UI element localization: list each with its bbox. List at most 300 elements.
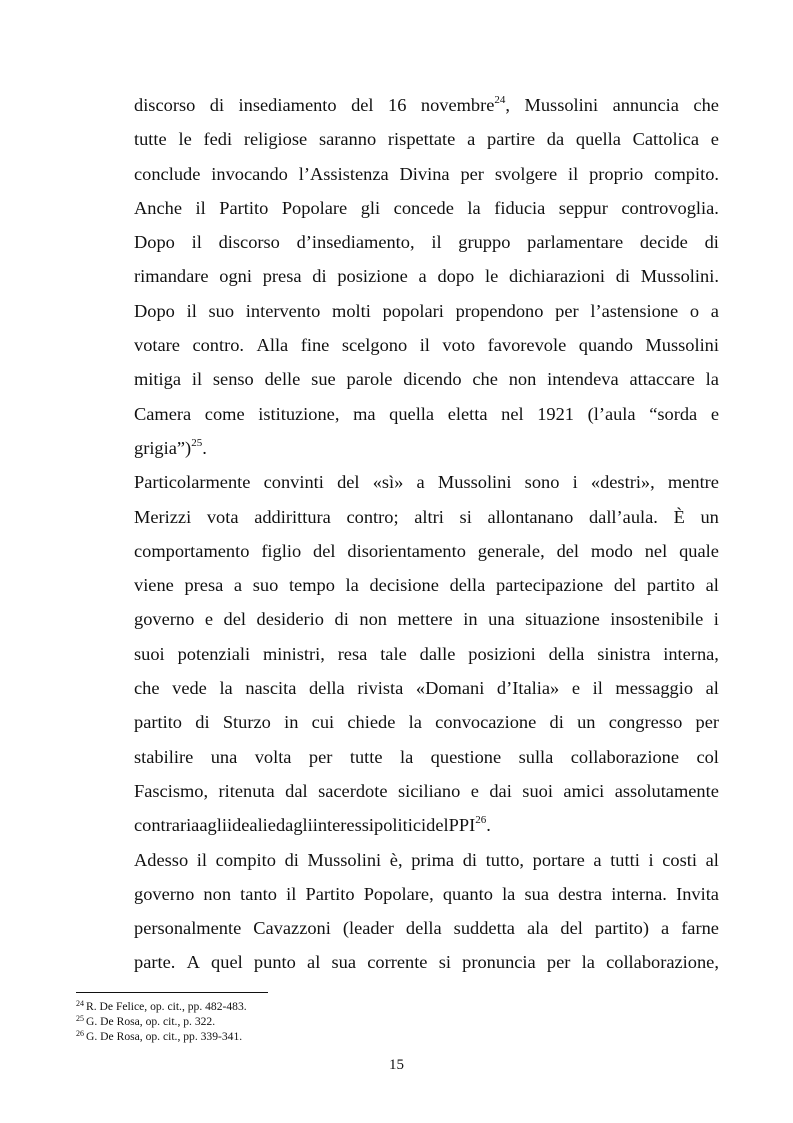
footnote (76, 1000, 476, 1015)
word: disorientamento (347, 540, 466, 561)
text-line (134, 500, 719, 534)
word: desiderio (256, 609, 324, 630)
word: partito (134, 712, 183, 733)
word: del (613, 575, 637, 596)
word: pronuncia (462, 952, 536, 973)
word: da (546, 129, 565, 150)
word: conclude (134, 163, 201, 184)
word: un (700, 506, 719, 527)
word: a (593, 849, 602, 870)
word: non (508, 369, 537, 390)
word: della (449, 575, 486, 596)
word: la (502, 883, 516, 904)
word: scelgono (341, 335, 408, 356)
text-line (134, 534, 719, 568)
text-line (134, 945, 719, 979)
word: Cattolica (632, 129, 700, 150)
word: popolari (382, 300, 444, 321)
word: di (284, 849, 299, 870)
word: quella (389, 403, 435, 424)
word: generale, (477, 540, 545, 561)
word: di (334, 609, 349, 630)
word: per (555, 300, 579, 321)
word: partito (646, 575, 695, 596)
word: gli (360, 197, 381, 218)
word: mettere (397, 609, 453, 630)
word: decisione (369, 575, 439, 596)
word: dal (285, 780, 308, 801)
word: a (710, 300, 719, 321)
word: d’Italia» (496, 678, 560, 699)
word: mitiga (134, 369, 181, 390)
word: rispettate (387, 129, 456, 150)
word: partito) (594, 918, 650, 939)
word: Particolarmente (134, 472, 251, 493)
word: volta (254, 746, 292, 767)
footnote-text: G. De Rosa, op. cit., pp. 339-341. (86, 1030, 243, 1043)
footnote-number: 24 (76, 999, 84, 1008)
word: una (488, 609, 515, 630)
word: le (484, 266, 499, 287)
word: mentre (667, 472, 719, 493)
word: quella (575, 129, 621, 150)
word: interna, (663, 643, 719, 664)
word: modo (590, 540, 633, 561)
word: dichiarazioni (508, 266, 605, 287)
word: l’astensione (590, 300, 679, 321)
word: figlio (261, 540, 302, 561)
word: Popolare, (363, 883, 434, 904)
word: di (312, 266, 327, 287)
word: Invita (676, 883, 719, 904)
word: dai (489, 780, 512, 801)
footnote-text: R. De Felice, op. cit., pp. 482-483. (86, 1000, 247, 1013)
word: nel (644, 540, 668, 561)
word: Anche (134, 197, 182, 218)
word: dalle (419, 643, 456, 664)
word: e (470, 780, 479, 801)
word: corrente (367, 952, 428, 973)
word: tutte (134, 129, 167, 150)
word: presa (262, 266, 302, 287)
word: sulla (518, 746, 554, 767)
word: gruppo (458, 232, 511, 253)
footnote-text: G. De Rosa, op. cit., p. 322. (86, 1015, 216, 1028)
word: il (191, 369, 203, 390)
word: o (689, 300, 700, 321)
word: interessi (312, 815, 375, 836)
word: discorso (134, 95, 196, 115)
word: stabilire (134, 746, 194, 767)
word: la (581, 952, 595, 973)
footnote (76, 1015, 476, 1030)
text-line (134, 637, 719, 671)
word: chiede (347, 712, 396, 733)
word: ala (526, 918, 549, 939)
word: siciliano (397, 780, 461, 801)
word: istituzione, (258, 403, 340, 424)
word: Merizzi (134, 506, 192, 527)
word: si (459, 506, 472, 527)
word: parte. (134, 952, 176, 973)
word: viene (134, 575, 174, 596)
word: le (178, 129, 192, 150)
word: per (695, 712, 719, 733)
word: annuncia (612, 95, 679, 115)
word: compito. (654, 163, 719, 184)
word: agli (285, 815, 313, 836)
word: Mussolini (645, 335, 719, 356)
word: sua (524, 883, 550, 904)
word: collaborazione, (606, 952, 719, 973)
word: altri (414, 506, 444, 527)
text-line (134, 397, 719, 431)
footnote-reference: 25 (191, 436, 203, 449)
word: di (462, 849, 478, 870)
text-line (134, 225, 719, 259)
word: al (705, 849, 719, 870)
word: si (438, 952, 451, 973)
word: insediamento (238, 95, 337, 115)
text-line (134, 911, 719, 945)
word: e (710, 403, 719, 424)
word: la (219, 678, 233, 699)
word: PPI$^{26}$. (448, 814, 491, 836)
word: tale (380, 643, 407, 664)
word: del (560, 918, 583, 939)
word: Alla (256, 335, 289, 356)
word: tutte (349, 746, 383, 767)
word: è, (389, 849, 403, 870)
word: rimandare (134, 266, 209, 287)
word: Partito (305, 883, 355, 904)
word: “sorda (649, 403, 698, 424)
word: invocando (211, 163, 288, 184)
word: posizione (337, 266, 408, 287)
text-line (134, 877, 719, 911)
word: il (431, 232, 442, 253)
text-line (134, 705, 719, 739)
word: a (661, 918, 670, 939)
word: A (186, 952, 200, 973)
word: ma (353, 403, 376, 424)
word: fiducia (494, 197, 546, 218)
word: eletta (447, 403, 488, 424)
word: fedi (203, 129, 233, 150)
word: novembre$^{24}$, (420, 94, 511, 115)
text-line (134, 740, 719, 774)
word: Mussolini (437, 472, 512, 493)
word: Dopo (134, 232, 175, 253)
word: Mussolini (307, 849, 382, 870)
word: sinistra (597, 643, 651, 664)
word: del (313, 540, 336, 561)
word: Camera (134, 403, 192, 424)
word: voto (442, 335, 476, 356)
word: Mussolini (524, 95, 599, 115)
text-line (134, 259, 719, 293)
word: molti (332, 300, 371, 321)
word: Mussolini. (640, 266, 719, 287)
word: farne (681, 918, 719, 939)
word: votare (134, 335, 180, 356)
word: al (705, 575, 719, 596)
word: situazione (525, 609, 600, 630)
word: senso (212, 369, 254, 390)
word: di (704, 232, 719, 253)
word: parole (346, 369, 393, 390)
word: contraria (134, 815, 200, 836)
footnote-number: 26 (76, 1029, 84, 1038)
word: e (204, 609, 213, 630)
word: partire (487, 129, 536, 150)
word: a (233, 575, 243, 596)
word: convinti (263, 472, 324, 493)
word: di (195, 712, 210, 733)
word: la (345, 575, 359, 596)
word: una (210, 746, 238, 767)
word: quel (211, 952, 243, 973)
word: controvoglia. (621, 197, 719, 218)
word: grigia”)$^{25}$. (134, 436, 207, 458)
word: presa (184, 575, 224, 596)
text-line (134, 157, 719, 191)
word: al (705, 678, 719, 699)
word: contro. (192, 335, 245, 356)
word: il (568, 163, 579, 184)
word: quale (679, 540, 719, 561)
word: l’Assistenza (298, 163, 389, 184)
word: prima (411, 849, 455, 870)
word: di (615, 266, 631, 287)
word: al (307, 952, 321, 973)
word: vede (172, 678, 207, 699)
word: il (592, 678, 603, 699)
word: attaccare (629, 369, 695, 390)
word: vota (206, 506, 239, 527)
footnote (76, 1030, 476, 1045)
text-line (134, 808, 719, 842)
word: costi (662, 849, 697, 870)
word: dall’aula. (588, 506, 658, 527)
word: ritenuta (218, 780, 275, 801)
word: a (418, 266, 427, 287)
word: tempo (288, 575, 335, 596)
word: agli (199, 815, 227, 836)
word: ministri, (262, 643, 325, 664)
word: È (673, 506, 685, 527)
word: un (577, 712, 596, 733)
word: d’insediamento, (296, 232, 415, 253)
word: delle (264, 369, 301, 390)
word: sacerdote (318, 780, 388, 801)
word: della (548, 643, 585, 664)
word: parlamentare (527, 232, 624, 253)
word: la (408, 712, 422, 733)
word: i (648, 849, 654, 870)
word: i (572, 472, 578, 493)
word: sono (524, 472, 560, 493)
word: la (467, 197, 481, 218)
word: il (186, 300, 197, 321)
word: addirittura (254, 506, 331, 527)
word: Dopo (134, 300, 175, 321)
word: messaggio (615, 678, 694, 699)
word: del (556, 540, 580, 561)
text-line (134, 774, 719, 808)
word: suddetta (453, 918, 515, 939)
text-line (134, 328, 719, 362)
page-number: 15 (389, 1057, 404, 1073)
word: che (134, 678, 160, 699)
word: seppur (558, 197, 608, 218)
word: assolutamente (614, 780, 719, 801)
word: intervento (245, 300, 321, 321)
word: la (705, 369, 719, 390)
word: discorso (218, 232, 280, 253)
word: di (209, 95, 225, 115)
word: per (546, 952, 571, 973)
text-line (134, 294, 719, 328)
word: Adesso (134, 849, 189, 870)
word: del (351, 95, 374, 115)
word: nel (501, 403, 524, 424)
word: Partito (219, 197, 269, 218)
word: a (416, 472, 425, 493)
word: personalmente (134, 918, 242, 939)
word: proprio (589, 163, 644, 184)
word: politici (374, 815, 427, 836)
word: Divina (399, 163, 450, 184)
word: per (460, 163, 484, 184)
word: questione (430, 746, 502, 767)
word: tanto (240, 883, 277, 904)
word: contro; (346, 506, 399, 527)
footnote-number: 25 (76, 1014, 84, 1023)
word: rivista (357, 678, 404, 699)
word: suoi (522, 780, 553, 801)
word: quando (578, 335, 633, 356)
word: quanto (442, 883, 493, 904)
word: governo (134, 609, 195, 630)
word: il (195, 197, 206, 218)
word: Popolare (281, 197, 348, 218)
text-line (134, 671, 719, 705)
word: di (549, 712, 564, 733)
footnote-reference: 26 (475, 814, 487, 827)
text-line (134, 431, 719, 465)
word: suoi (134, 643, 165, 664)
word: congresso (608, 712, 683, 733)
text-line (134, 362, 719, 396)
word: per (308, 746, 333, 767)
text-line (134, 122, 719, 156)
word: Sturzo (222, 712, 271, 733)
word: a (467, 129, 476, 150)
word: interna. (611, 883, 667, 904)
word: e (710, 129, 719, 150)
word: tutto, (485, 849, 525, 870)
word: comportamento (134, 540, 250, 561)
word: non (203, 883, 232, 904)
word: «sì» (372, 472, 404, 493)
word: il (419, 335, 430, 356)
text-line (134, 843, 719, 877)
word: suo (208, 300, 235, 321)
word: il (286, 883, 297, 904)
word: e (571, 678, 580, 699)
word: del (337, 472, 360, 493)
word: favorevole (487, 335, 567, 356)
word: posizioni (468, 643, 536, 664)
word: la (399, 746, 414, 767)
word: convocazione (435, 712, 537, 733)
word: religiose (243, 129, 308, 150)
word: come (204, 403, 245, 424)
word: Cavazzoni (253, 918, 331, 939)
word: compito (215, 849, 276, 870)
word: che (472, 369, 498, 390)
word: della (405, 918, 442, 939)
word: allontanano (487, 506, 574, 527)
text-line (134, 88, 719, 122)
word: insostenibile (610, 609, 704, 630)
word: che (693, 95, 719, 115)
word: 1921 (537, 403, 574, 424)
word: in (284, 712, 299, 733)
word: portare (532, 849, 585, 870)
word: nascita (245, 678, 297, 699)
word: il (191, 232, 202, 253)
word: dopo (437, 266, 475, 287)
word: governo (134, 883, 195, 904)
footnotes (76, 1000, 476, 1045)
word: suo (252, 575, 279, 596)
word: intendeva (547, 369, 619, 390)
word: il (196, 849, 208, 870)
word: non (359, 609, 387, 630)
text-line (134, 191, 719, 225)
word: Fascismo, (134, 780, 209, 801)
word: sue (311, 369, 336, 390)
word: ed (267, 815, 286, 836)
text-line (134, 568, 719, 602)
word: sua (331, 952, 357, 973)
word: tutti (610, 849, 640, 870)
word: potenziali (177, 643, 251, 664)
word: «Domani (415, 678, 485, 699)
word: della (308, 678, 345, 699)
word: fine (300, 335, 330, 356)
word: punto (253, 952, 296, 973)
word: ogni (219, 266, 252, 287)
word: decide (639, 232, 688, 253)
word: svolgere (494, 163, 558, 184)
word: propendono (455, 300, 544, 321)
word: (l’aula (587, 403, 636, 424)
word: saranno (318, 129, 377, 150)
word: partecipazione (495, 575, 604, 596)
text-line (134, 602, 719, 636)
word: del (426, 815, 449, 836)
word: resa (337, 643, 368, 664)
word: del (223, 609, 246, 630)
word: i (713, 609, 719, 630)
word: amici (563, 780, 605, 801)
word: (leader (342, 918, 394, 939)
body-text (134, 88, 719, 980)
footnote-separator (76, 992, 268, 993)
